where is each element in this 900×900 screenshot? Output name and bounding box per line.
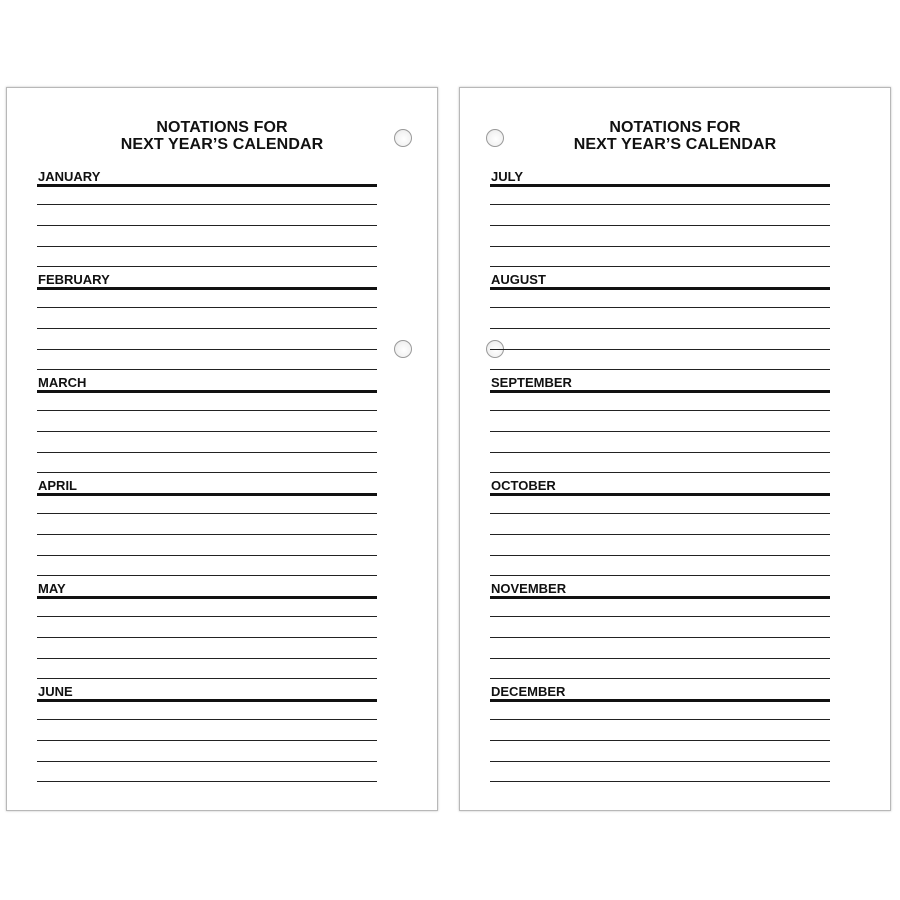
writing-line: [37, 637, 377, 638]
month-section-june: [37, 684, 377, 787]
writing-line: [490, 637, 830, 638]
month-heading-rule: [37, 390, 377, 393]
writing-line: [490, 761, 830, 762]
writing-line: [37, 575, 377, 576]
title-line-1: NOTATIONS FOR: [609, 119, 741, 136]
writing-line: [37, 555, 377, 556]
writing-line: [37, 616, 377, 617]
writing-line: [37, 369, 377, 370]
month-label: JUNE: [38, 684, 73, 699]
month-section-march: [37, 375, 377, 478]
writing-line: [490, 266, 830, 267]
binder-hole-bottom: [394, 340, 412, 358]
month-section-november: [490, 581, 830, 684]
month-label: MAY: [38, 581, 66, 596]
writing-line: [490, 204, 830, 205]
month-section-december: [490, 684, 830, 787]
right-planner-page: [459, 87, 891, 811]
writing-line: [490, 658, 830, 659]
writing-line: [37, 452, 377, 453]
writing-line: [37, 761, 377, 762]
writing-line: [490, 246, 830, 247]
month-heading-rule: [37, 596, 377, 599]
writing-line: [37, 266, 377, 267]
month-label: APRIL: [38, 478, 77, 493]
writing-line: [37, 204, 377, 205]
writing-line: [37, 678, 377, 679]
title-line-1: NOTATIONS FOR: [156, 119, 288, 136]
month-label: DECEMBER: [491, 684, 566, 699]
writing-line: [37, 225, 377, 226]
title-line-2: NEXT YEAR’S CALENDAR: [573, 136, 777, 153]
month-label: FEBRUARY: [38, 272, 110, 287]
writing-line: [37, 781, 377, 782]
month-heading-rule: [490, 596, 830, 599]
writing-line: [490, 225, 830, 226]
month-heading-rule: [490, 184, 830, 187]
writing-line: [37, 472, 377, 473]
binder-hole-top: [486, 129, 504, 147]
month-section-april: [37, 478, 377, 581]
month-label: JANUARY: [38, 169, 101, 184]
month-section-july: [490, 169, 830, 272]
month-label: JULY: [491, 169, 524, 184]
writing-line: [37, 658, 377, 659]
month-section-september: [490, 375, 830, 478]
month-heading-rule: [37, 287, 377, 290]
writing-line: [490, 431, 830, 432]
month-heading-rule: [37, 184, 377, 187]
writing-line: [37, 534, 377, 535]
month-heading-rule: [37, 493, 377, 496]
month-label: OCTOBER: [491, 478, 556, 493]
month-section-february: [37, 272, 377, 375]
page-title: [7, 119, 437, 153]
month-heading-rule: [37, 699, 377, 702]
month-label: MARCH: [38, 375, 87, 390]
title-line-2: NEXT YEAR’S CALENDAR: [120, 136, 324, 153]
month-section-october: [490, 478, 830, 581]
writing-line: [37, 246, 377, 247]
writing-line: [37, 513, 377, 514]
binder-hole-top: [394, 129, 412, 147]
writing-line: [490, 472, 830, 473]
writing-line: [490, 534, 830, 535]
month-heading-rule: [490, 287, 830, 290]
left-planner-page: [6, 87, 438, 811]
writing-line: [490, 678, 830, 679]
writing-line: [490, 410, 830, 411]
writing-line: [490, 307, 830, 308]
month-label: SEPTEMBER: [491, 375, 572, 390]
writing-line: [490, 452, 830, 453]
writing-line: [490, 369, 830, 370]
month-heading-rule: [490, 493, 830, 496]
page-title: [460, 119, 890, 153]
writing-line: [490, 781, 830, 782]
writing-line: [490, 616, 830, 617]
month-heading-rule: [490, 390, 830, 393]
writing-line: [37, 740, 377, 741]
writing-line: [490, 740, 830, 741]
writing-line: [490, 328, 830, 329]
month-heading-rule: [490, 699, 830, 702]
writing-line: [37, 328, 377, 329]
writing-line: [490, 513, 830, 514]
writing-line: [37, 307, 377, 308]
writing-line: [37, 349, 377, 350]
month-section-august: [490, 272, 830, 375]
writing-line: [37, 431, 377, 432]
month-section-january: [37, 169, 377, 272]
month-section-may: [37, 581, 377, 684]
writing-line: [490, 719, 830, 720]
writing-line: [37, 410, 377, 411]
writing-line: [490, 555, 830, 556]
writing-line: [490, 349, 830, 350]
writing-line: [37, 719, 377, 720]
month-label: AUGUST: [491, 272, 546, 287]
month-label: NOVEMBER: [491, 581, 567, 596]
writing-line: [490, 575, 830, 576]
